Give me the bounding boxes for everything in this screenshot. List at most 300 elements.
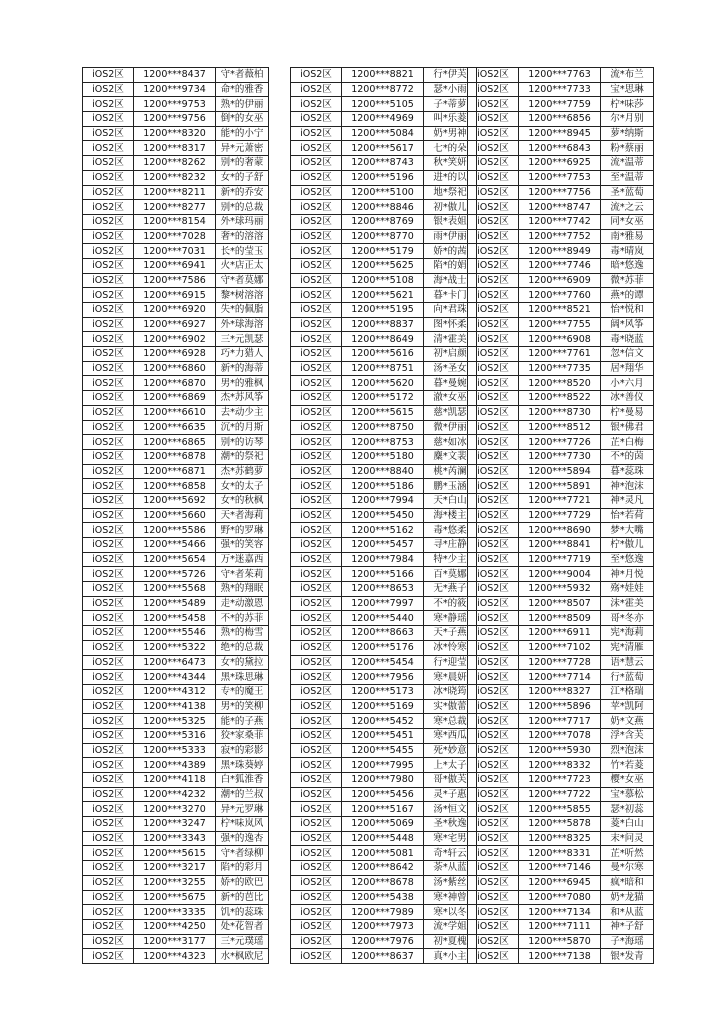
server-cell: iOS2区 bbox=[291, 332, 342, 347]
server-cell: iOS2区 bbox=[468, 611, 519, 626]
player-name-cell: 饥*的蕊珠 bbox=[216, 905, 269, 920]
table-row bbox=[83, 728, 269, 743]
server-cell: iOS2区 bbox=[291, 802, 342, 817]
account-id-cell: 1200***8751 bbox=[342, 361, 424, 376]
table-row bbox=[291, 817, 477, 832]
table-row bbox=[83, 361, 269, 376]
account-id-cell: 1200***7102 bbox=[519, 640, 601, 655]
server-cell: iOS2区 bbox=[83, 831, 134, 846]
table-row bbox=[468, 934, 654, 949]
table-row bbox=[291, 934, 477, 949]
account-id-cell: 1200***8821 bbox=[342, 68, 424, 83]
player-name-cell: 失*的佩脂 bbox=[216, 303, 269, 318]
server-cell: iOS2区 bbox=[291, 949, 342, 964]
player-name-cell: 娇*的欧巴 bbox=[216, 875, 269, 890]
server-cell: iOS2区 bbox=[468, 773, 519, 788]
player-name-cell: 沉*的月斯 bbox=[216, 420, 269, 435]
player-name-cell: 守*者薇柏 bbox=[216, 68, 269, 83]
player-name-cell: 别*的奢蒙 bbox=[216, 156, 269, 171]
account-id-cell: 1200***3343 bbox=[134, 831, 216, 846]
player-name-cell: 宝*慕松 bbox=[601, 787, 654, 802]
table-row bbox=[468, 846, 654, 861]
player-name-cell: 瑟*小雨 bbox=[424, 82, 477, 97]
table-row bbox=[83, 97, 269, 112]
player-name-cell: 熟*的翔眠 bbox=[216, 582, 269, 597]
player-name-cell: 流*学姐 bbox=[424, 919, 477, 934]
player-name-cell: 荼*从蓝 bbox=[424, 861, 477, 876]
player-name-cell: 哥*冬亦 bbox=[601, 611, 654, 626]
account-id-cell: 1200***8841 bbox=[519, 538, 601, 553]
table-row bbox=[83, 758, 269, 773]
account-id-cell: 1200***7714 bbox=[519, 670, 601, 685]
account-id-cell: 1200***5167 bbox=[342, 802, 424, 817]
player-name-cell: 慈*凯瑟 bbox=[424, 405, 477, 420]
player-name-cell: 杰*苏鹤萝 bbox=[216, 464, 269, 479]
server-cell: iOS2区 bbox=[291, 273, 342, 288]
server-cell: iOS2区 bbox=[468, 112, 519, 127]
server-cell: iOS2区 bbox=[291, 758, 342, 773]
player-name-cell: 行*迎莹 bbox=[424, 655, 477, 670]
player-name-cell: 死*妙意 bbox=[424, 743, 477, 758]
server-cell: iOS2区 bbox=[291, 655, 342, 670]
player-name-cell: 雨*伊丽 bbox=[424, 229, 477, 244]
account-id-cell: 1200***8837 bbox=[342, 317, 424, 332]
server-cell: iOS2区 bbox=[291, 97, 342, 112]
account-id-cell: 1200***5173 bbox=[342, 684, 424, 699]
server-cell: iOS2区 bbox=[468, 170, 519, 185]
player-name-cell: 神*子舒 bbox=[601, 919, 654, 934]
player-name-cell: 命*的雅香 bbox=[216, 82, 269, 97]
server-cell: iOS2区 bbox=[83, 170, 134, 185]
server-cell: iOS2区 bbox=[291, 670, 342, 685]
player-name-cell: 杰*苏风筝 bbox=[216, 391, 269, 406]
table-row bbox=[83, 126, 269, 141]
player-name-cell: 奇*轩云 bbox=[424, 846, 477, 861]
player-name-cell: 七*的朵 bbox=[424, 141, 477, 156]
account-id-cell: 1200***7746 bbox=[519, 258, 601, 273]
server-cell: iOS2区 bbox=[83, 141, 134, 156]
account-id-cell: 1200***8945 bbox=[519, 126, 601, 141]
account-id-cell: 1200***5891 bbox=[519, 479, 601, 494]
player-name-cell: 叫*乐菱 bbox=[424, 112, 477, 127]
table-row bbox=[291, 684, 477, 699]
roster-table-2 bbox=[290, 67, 477, 964]
server-cell: iOS2区 bbox=[468, 391, 519, 406]
account-id-cell: 1200***5455 bbox=[342, 743, 424, 758]
table-row bbox=[83, 156, 269, 171]
player-name-cell: 汤*圣女 bbox=[424, 361, 477, 376]
table-row bbox=[291, 317, 477, 332]
player-name-cell: 三*元璞瑶 bbox=[216, 934, 269, 949]
account-id-cell: 1200***7722 bbox=[519, 787, 601, 802]
table-row bbox=[83, 861, 269, 876]
account-id-cell: 1200***3177 bbox=[134, 934, 216, 949]
account-id-cell: 1200***8653 bbox=[342, 582, 424, 597]
table-row bbox=[468, 332, 654, 347]
account-id-cell: 1200***7995 bbox=[342, 758, 424, 773]
player-name-cell: 暮*卡门 bbox=[424, 288, 477, 303]
table-row bbox=[468, 523, 654, 538]
server-cell: iOS2区 bbox=[291, 846, 342, 861]
account-id-cell: 1200***5169 bbox=[342, 699, 424, 714]
table-row bbox=[291, 714, 477, 729]
player-name-cell: 潮*的兰叔 bbox=[216, 787, 269, 802]
player-name-cell: 澈*女巫 bbox=[424, 391, 477, 406]
server-cell: iOS2区 bbox=[291, 787, 342, 802]
table-row bbox=[83, 185, 269, 200]
player-name-cell: 子*蒂萝 bbox=[424, 97, 477, 112]
account-id-cell: 1200***3217 bbox=[134, 861, 216, 876]
table-row bbox=[468, 949, 654, 964]
server-cell: iOS2区 bbox=[468, 185, 519, 200]
table-row bbox=[83, 214, 269, 229]
account-id-cell: 1200***6860 bbox=[134, 361, 216, 376]
table-row bbox=[468, 538, 654, 553]
player-name-cell: 真*小主 bbox=[424, 949, 477, 964]
server-cell: iOS2区 bbox=[468, 68, 519, 83]
table-row bbox=[291, 890, 477, 905]
server-cell: iOS2区 bbox=[83, 626, 134, 641]
player-name-cell: 宝*思琳 bbox=[601, 82, 654, 97]
table-row bbox=[291, 273, 477, 288]
server-cell: iOS2区 bbox=[291, 479, 342, 494]
account-id-cell: 1200***6878 bbox=[134, 449, 216, 464]
account-id-cell: 1200***8649 bbox=[342, 332, 424, 347]
table-row bbox=[83, 787, 269, 802]
server-cell: iOS2区 bbox=[468, 670, 519, 685]
account-id-cell: 1200***6945 bbox=[519, 875, 601, 890]
table-row bbox=[83, 332, 269, 347]
table-row bbox=[468, 699, 654, 714]
account-id-cell: 1200***8327 bbox=[519, 684, 601, 699]
account-id-cell: 1200***7753 bbox=[519, 170, 601, 185]
table-row bbox=[468, 244, 654, 259]
table-row bbox=[291, 435, 477, 450]
server-cell: iOS2区 bbox=[468, 655, 519, 670]
player-name-cell: 寒*晨妍 bbox=[424, 670, 477, 685]
account-id-cell: 1200***5726 bbox=[134, 567, 216, 582]
account-id-cell: 1200***7956 bbox=[342, 670, 424, 685]
table-row bbox=[468, 273, 654, 288]
table-row bbox=[291, 303, 477, 318]
account-id-cell: 1200***7742 bbox=[519, 214, 601, 229]
table-row bbox=[83, 670, 269, 685]
table-row bbox=[291, 405, 477, 420]
account-id-cell: 1200***7146 bbox=[519, 861, 601, 876]
server-cell: iOS2区 bbox=[468, 552, 519, 567]
table-row bbox=[291, 479, 477, 494]
server-cell: iOS2区 bbox=[468, 640, 519, 655]
player-name-cell: 天*白山 bbox=[424, 493, 477, 508]
table-row bbox=[468, 214, 654, 229]
server-cell: iOS2区 bbox=[83, 464, 134, 479]
server-cell: iOS2区 bbox=[83, 670, 134, 685]
player-name-cell: 宪*海莉 bbox=[601, 626, 654, 641]
table-row bbox=[468, 82, 654, 97]
account-id-cell: 1200***6925 bbox=[519, 156, 601, 171]
table-row bbox=[468, 655, 654, 670]
server-cell: iOS2区 bbox=[291, 714, 342, 729]
server-cell: iOS2区 bbox=[83, 508, 134, 523]
player-name-cell: 寒*神曾 bbox=[424, 890, 477, 905]
table-row bbox=[291, 508, 477, 523]
account-id-cell: 1200***8232 bbox=[134, 170, 216, 185]
table-row bbox=[83, 405, 269, 420]
account-id-cell: 1200***8437 bbox=[134, 68, 216, 83]
server-cell: iOS2区 bbox=[83, 905, 134, 920]
table-row bbox=[83, 229, 269, 244]
server-cell: iOS2区 bbox=[83, 758, 134, 773]
server-cell: iOS2区 bbox=[83, 846, 134, 861]
server-cell: iOS2区 bbox=[83, 317, 134, 332]
server-cell: iOS2区 bbox=[291, 582, 342, 597]
table-row bbox=[468, 787, 654, 802]
account-id-cell: 1200***5457 bbox=[342, 538, 424, 553]
account-id-cell: 1200***5466 bbox=[134, 538, 216, 553]
player-name-cell: 至*悠逸 bbox=[601, 552, 654, 567]
player-name-cell: 银*佛君 bbox=[601, 420, 654, 435]
account-id-cell: 1200***8320 bbox=[134, 126, 216, 141]
player-name-cell: 怡*若荷 bbox=[601, 508, 654, 523]
server-cell: iOS2区 bbox=[291, 420, 342, 435]
player-name-cell: 守*者绿柳 bbox=[216, 846, 269, 861]
account-id-cell: 1200***7980 bbox=[342, 773, 424, 788]
account-id-cell: 1200***5448 bbox=[342, 831, 424, 846]
player-name-cell: 外*球海溶 bbox=[216, 317, 269, 332]
server-cell: iOS2区 bbox=[83, 611, 134, 626]
server-cell: iOS2区 bbox=[291, 934, 342, 949]
server-cell: iOS2区 bbox=[468, 126, 519, 141]
account-id-cell: 1200***8154 bbox=[134, 214, 216, 229]
account-id-cell: 1200***7717 bbox=[519, 714, 601, 729]
table-row bbox=[291, 582, 477, 597]
table-row bbox=[83, 684, 269, 699]
account-id-cell: 1200***4138 bbox=[134, 699, 216, 714]
server-cell: iOS2区 bbox=[291, 831, 342, 846]
server-cell: iOS2区 bbox=[468, 743, 519, 758]
table-row bbox=[291, 596, 477, 611]
table-row bbox=[291, 361, 477, 376]
account-id-cell: 1200***5316 bbox=[134, 728, 216, 743]
table-row bbox=[291, 229, 477, 244]
player-name-cell: 地*祭祀 bbox=[424, 185, 477, 200]
server-cell: iOS2区 bbox=[83, 258, 134, 273]
player-name-cell: 流*之云 bbox=[601, 200, 654, 215]
account-id-cell: 1200***6908 bbox=[519, 332, 601, 347]
player-name-cell: 柠*曼易 bbox=[601, 405, 654, 420]
server-cell: iOS2区 bbox=[468, 846, 519, 861]
server-cell: iOS2区 bbox=[83, 802, 134, 817]
server-cell: iOS2区 bbox=[291, 596, 342, 611]
table-row bbox=[468, 875, 654, 890]
table-row bbox=[468, 596, 654, 611]
account-id-cell: 1200***7760 bbox=[519, 288, 601, 303]
server-cell: iOS2区 bbox=[291, 890, 342, 905]
server-cell: iOS2区 bbox=[291, 391, 342, 406]
account-id-cell: 1200***6870 bbox=[134, 376, 216, 391]
player-name-cell: 百*莫娜 bbox=[424, 567, 477, 582]
player-name-cell: 新*的海蒂 bbox=[216, 361, 269, 376]
table-row bbox=[83, 875, 269, 890]
account-id-cell: 1200***7756 bbox=[519, 185, 601, 200]
account-id-cell: 1200***4312 bbox=[134, 684, 216, 699]
table-row bbox=[468, 758, 654, 773]
player-name-cell: 寒*以冬 bbox=[424, 905, 477, 920]
account-id-cell: 1200***5692 bbox=[134, 493, 216, 508]
account-id-cell: 1200***5322 bbox=[134, 640, 216, 655]
table-row bbox=[468, 582, 654, 597]
table-row bbox=[468, 435, 654, 450]
account-id-cell: 1200***5451 bbox=[342, 728, 424, 743]
player-name-cell: 竹*若菱 bbox=[601, 758, 654, 773]
player-name-cell: 守*者茱莉 bbox=[216, 567, 269, 582]
server-cell: iOS2区 bbox=[291, 626, 342, 641]
player-name-cell: 行*伊芙 bbox=[424, 68, 477, 83]
table-row bbox=[468, 141, 654, 156]
server-cell: iOS2区 bbox=[468, 332, 519, 347]
account-id-cell: 1200***6909 bbox=[519, 273, 601, 288]
server-cell: iOS2区 bbox=[83, 817, 134, 832]
table-row bbox=[468, 802, 654, 817]
table-row bbox=[468, 714, 654, 729]
server-cell: iOS2区 bbox=[291, 214, 342, 229]
table-row bbox=[83, 391, 269, 406]
player-name-cell: 沫*霍美 bbox=[601, 596, 654, 611]
player-name-cell: 鹏*玉涵 bbox=[424, 479, 477, 494]
account-id-cell: 1200***6915 bbox=[134, 288, 216, 303]
account-id-cell: 1200***8663 bbox=[342, 626, 424, 641]
account-id-cell: 1200***5456 bbox=[342, 787, 424, 802]
player-name-cell: 寒*总裁 bbox=[424, 714, 477, 729]
player-name-cell: 语*慧云 bbox=[601, 655, 654, 670]
server-cell: iOS2区 bbox=[468, 464, 519, 479]
player-name-cell: 桃*芮澜 bbox=[424, 464, 477, 479]
account-id-cell: 1200***8317 bbox=[134, 141, 216, 156]
account-id-cell: 1200***7586 bbox=[134, 273, 216, 288]
server-cell: iOS2区 bbox=[468, 802, 519, 817]
account-id-cell: 1200***5625 bbox=[342, 258, 424, 273]
server-cell: iOS2区 bbox=[468, 479, 519, 494]
server-cell: iOS2区 bbox=[468, 214, 519, 229]
player-name-cell: 奶*文燕 bbox=[601, 714, 654, 729]
player-name-cell: 寒*西瓜 bbox=[424, 728, 477, 743]
account-id-cell: 1200***5452 bbox=[342, 714, 424, 729]
player-name-cell: 异*元萧密 bbox=[216, 141, 269, 156]
player-name-cell: 三*元凯瑟 bbox=[216, 332, 269, 347]
account-id-cell: 1200***8331 bbox=[519, 846, 601, 861]
player-name-cell: 流*布兰 bbox=[601, 68, 654, 83]
account-id-cell: 1200***5176 bbox=[342, 640, 424, 655]
server-cell: iOS2区 bbox=[83, 449, 134, 464]
account-id-cell: 1200***5081 bbox=[342, 846, 424, 861]
player-name-cell: 强*的逸杏 bbox=[216, 831, 269, 846]
player-name-cell: 别*的总裁 bbox=[216, 200, 269, 215]
account-id-cell: 1200***5166 bbox=[342, 567, 424, 582]
account-id-cell: 1200***8770 bbox=[342, 229, 424, 244]
server-cell: iOS2区 bbox=[291, 82, 342, 97]
server-cell: iOS2区 bbox=[83, 582, 134, 597]
table-row bbox=[291, 185, 477, 200]
account-id-cell: 1200***5616 bbox=[342, 347, 424, 362]
server-cell: iOS2区 bbox=[83, 82, 134, 97]
server-cell: iOS2区 bbox=[83, 787, 134, 802]
table-row bbox=[291, 699, 477, 714]
account-id-cell: 1200***6865 bbox=[134, 435, 216, 450]
account-id-cell: 1200***7728 bbox=[519, 655, 601, 670]
server-cell: iOS2区 bbox=[468, 200, 519, 215]
server-cell: iOS2区 bbox=[83, 68, 134, 83]
server-cell: iOS2区 bbox=[83, 185, 134, 200]
table-row bbox=[83, 949, 269, 964]
player-name-cell: 同*女巫 bbox=[601, 214, 654, 229]
table-row bbox=[83, 493, 269, 508]
account-id-cell: 1200***8520 bbox=[519, 376, 601, 391]
server-cell: iOS2区 bbox=[291, 185, 342, 200]
server-cell: iOS2区 bbox=[291, 170, 342, 185]
account-id-cell: 1200***6856 bbox=[519, 112, 601, 127]
player-name-cell: 寒*静瑶 bbox=[424, 611, 477, 626]
server-cell: iOS2区 bbox=[83, 435, 134, 450]
player-name-cell: 粉*蔡丽 bbox=[601, 141, 654, 156]
account-id-cell: 1200***7994 bbox=[342, 493, 424, 508]
player-name-cell: 神*泡沫 bbox=[601, 479, 654, 494]
server-cell: iOS2区 bbox=[468, 714, 519, 729]
table-row bbox=[468, 391, 654, 406]
player-name-cell: 樱*女巫 bbox=[601, 773, 654, 788]
server-cell: iOS2区 bbox=[468, 567, 519, 582]
account-id-cell: 1200***5878 bbox=[519, 817, 601, 832]
table-row bbox=[468, 420, 654, 435]
player-name-cell: 娇*的茜 bbox=[424, 244, 477, 259]
player-name-cell: 宪*清雁 bbox=[601, 640, 654, 655]
player-name-cell: 行*蓝萄 bbox=[601, 670, 654, 685]
player-name-cell: 怡*悦和 bbox=[601, 303, 654, 318]
server-cell: iOS2区 bbox=[468, 141, 519, 156]
table-row bbox=[291, 68, 477, 83]
account-id-cell: 1200***6610 bbox=[134, 405, 216, 420]
table-row bbox=[291, 244, 477, 259]
account-id-cell: 1200***5454 bbox=[342, 655, 424, 670]
server-cell: iOS2区 bbox=[83, 728, 134, 743]
server-cell: iOS2区 bbox=[291, 244, 342, 259]
player-name-cell: 向*君珠 bbox=[424, 303, 477, 318]
server-cell: iOS2区 bbox=[468, 420, 519, 435]
account-id-cell: 1200***5855 bbox=[519, 802, 601, 817]
player-name-cell: 暮*蕊珠 bbox=[601, 464, 654, 479]
table-row bbox=[83, 582, 269, 597]
server-cell: iOS2区 bbox=[468, 582, 519, 597]
player-name-cell: 熟*的梅雪 bbox=[216, 626, 269, 641]
table-row bbox=[468, 361, 654, 376]
account-id-cell: 1200***5458 bbox=[134, 611, 216, 626]
table-row bbox=[83, 449, 269, 464]
player-name-cell: 微*苏菲 bbox=[601, 273, 654, 288]
roster-table-3 bbox=[467, 67, 654, 964]
account-id-cell: 1200***5450 bbox=[342, 508, 424, 523]
player-name-cell: 燕*的谭 bbox=[601, 288, 654, 303]
server-cell: iOS2区 bbox=[291, 200, 342, 215]
server-cell: iOS2区 bbox=[83, 376, 134, 391]
table-row bbox=[291, 640, 477, 655]
server-cell: iOS2区 bbox=[83, 493, 134, 508]
server-cell: iOS2区 bbox=[291, 435, 342, 450]
account-id-cell: 1200***5617 bbox=[342, 141, 424, 156]
server-cell: iOS2区 bbox=[83, 640, 134, 655]
player-name-cell: 倒*的女巫 bbox=[216, 112, 269, 127]
player-name-cell: 上*太子 bbox=[424, 758, 477, 773]
table-row bbox=[291, 919, 477, 934]
server-cell: iOS2区 bbox=[468, 523, 519, 538]
